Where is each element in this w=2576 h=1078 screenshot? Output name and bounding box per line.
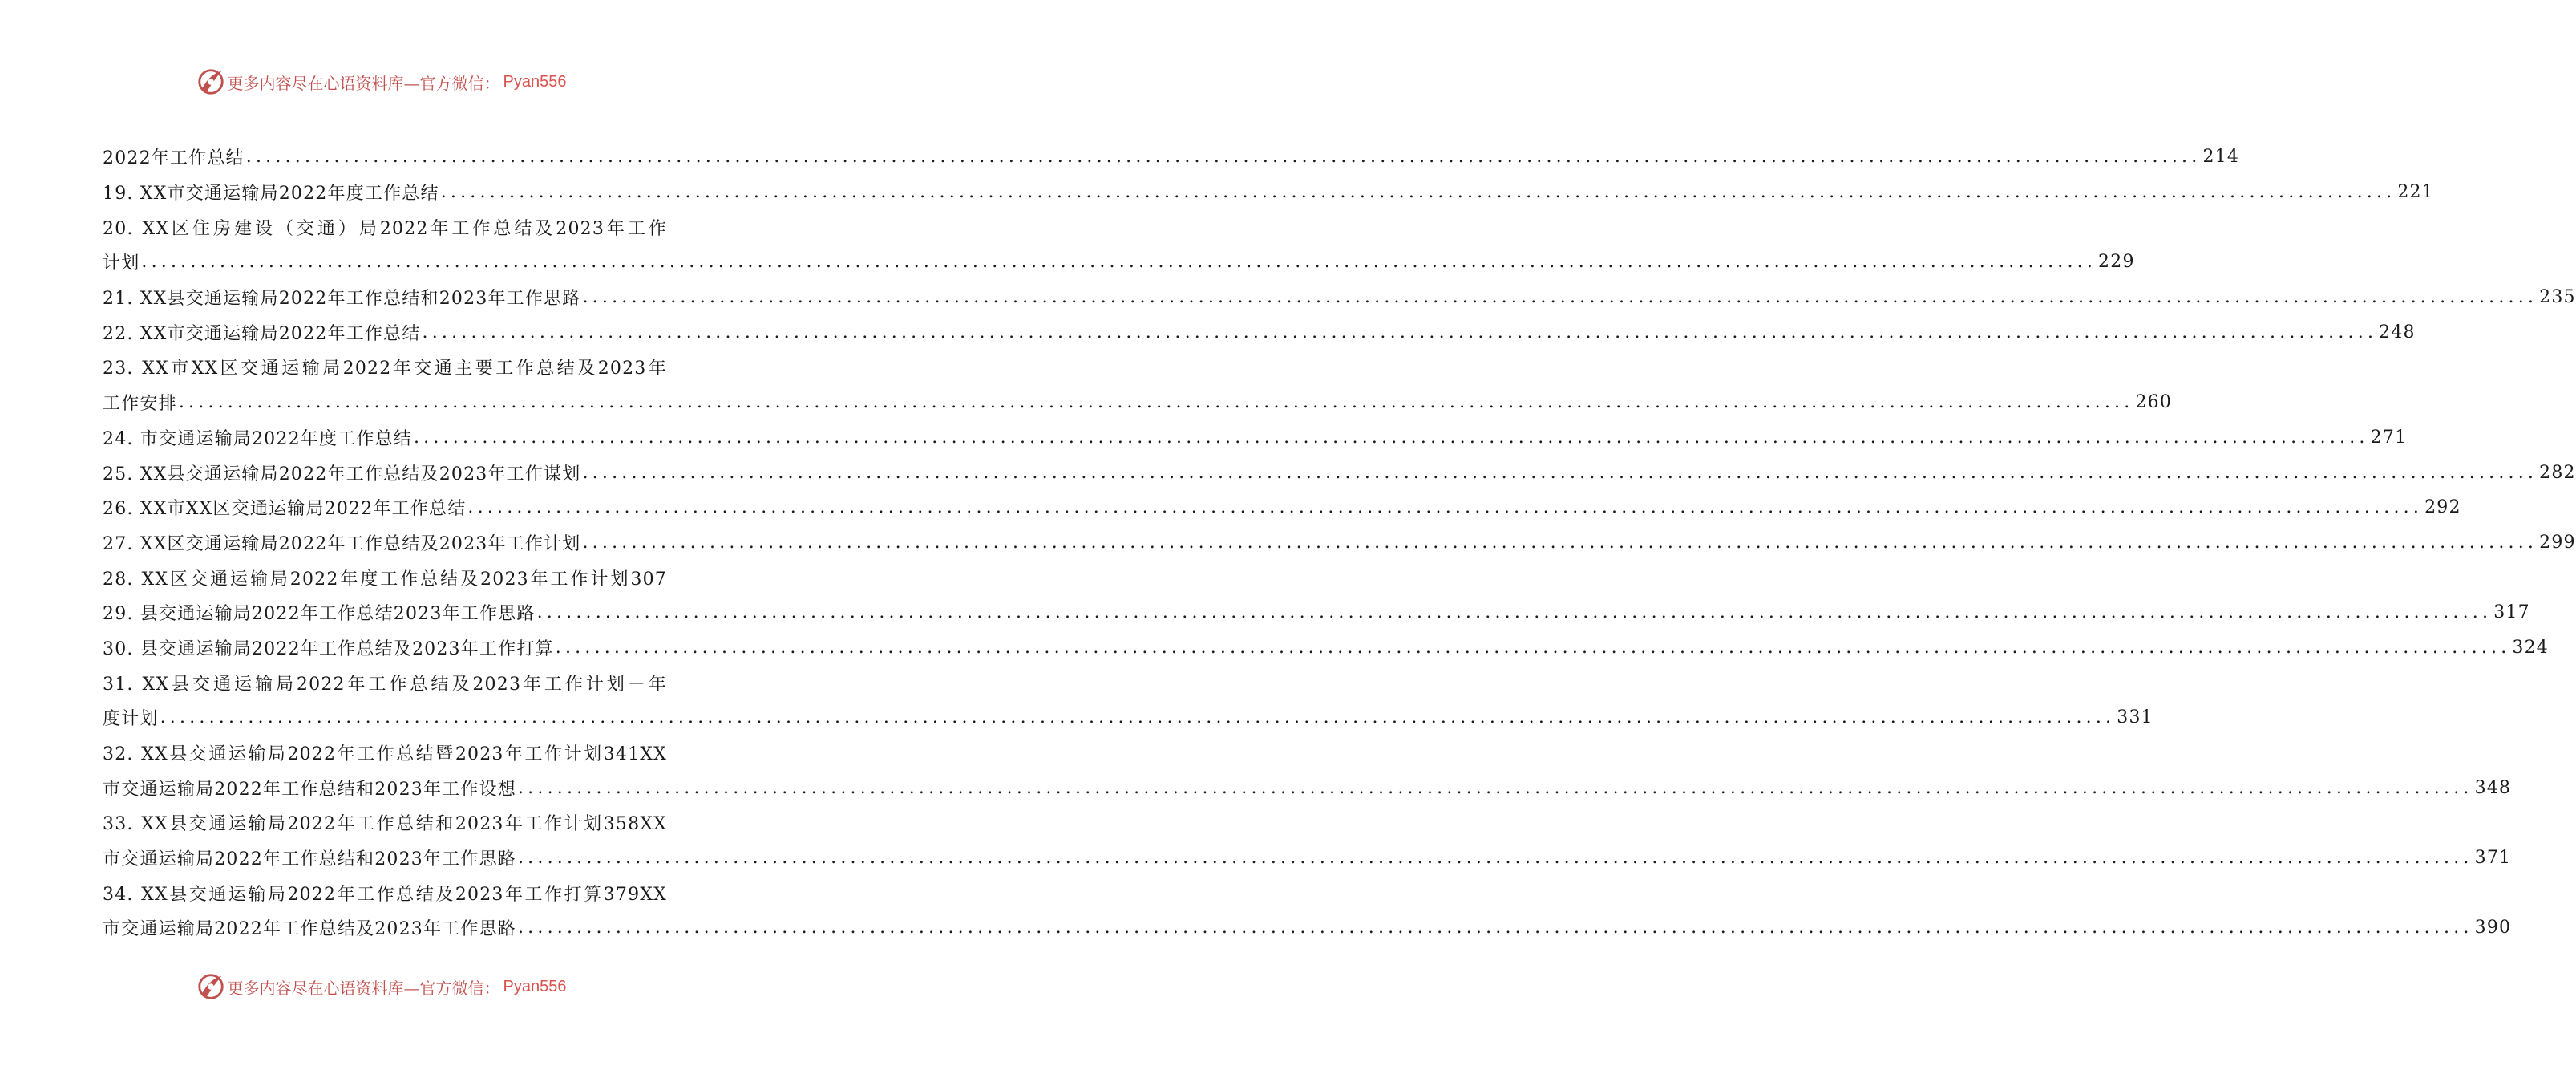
toc-entry bbox=[103, 770, 2512, 805]
toc-page-number: 260 bbox=[2135, 392, 2173, 413]
toc-entry bbox=[103, 455, 2576, 490]
toc-entry bbox=[103, 209, 667, 245]
toc-leader-dots: ........................................................................................................................................................................................................ bbox=[413, 427, 2369, 448]
toc-leader-dots: ........................................................................................................................................................................................................ bbox=[517, 848, 2473, 869]
toc-entry bbox=[103, 560, 667, 595]
toc-entry-title: 市交通运输局2022年工作总结和2023年工作设想 bbox=[103, 779, 516, 800]
toc-entry bbox=[103, 665, 667, 700]
toc-entry-title: 24. 市交通运输局2022年度工作总结 bbox=[103, 428, 412, 449]
toc-page-number: 221 bbox=[2397, 182, 2434, 203]
banner-text: 更多内容尽在心语资料库—官方微信： bbox=[227, 978, 500, 998]
logo-icon bbox=[196, 67, 226, 97]
toc-page-number: 390 bbox=[2474, 918, 2512, 938]
toc-entry bbox=[103, 245, 2135, 280]
toc-entry bbox=[103, 595, 2530, 630]
toc-entry bbox=[103, 350, 667, 385]
toc-entry-title: 28. XX区交通运输局2022年度工作总结及2023年工作计划307 bbox=[103, 569, 667, 590]
table-of-contents bbox=[103, 140, 2576, 946]
toc-page-number: 331 bbox=[2117, 707, 2153, 728]
toc-page-number: 299 bbox=[2539, 532, 2576, 553]
toc-leader-dots: ........................................................................................................................................................................................................ bbox=[422, 322, 2378, 342]
toc-entry bbox=[103, 420, 2408, 456]
toc-entry-title: 29. 县交通运输局2022年工作总结2023年工作思路 bbox=[103, 604, 536, 625]
toc-entry bbox=[103, 736, 667, 771]
toc-entry-title: 21. XX县交通运输局2022年工作总结和2023年工作思路 bbox=[103, 289, 581, 310]
toc-entry-title: 34. XX县交通运输局2022年工作总结及2023年工作打算379XX bbox=[103, 884, 667, 905]
toc-page-number: 271 bbox=[2370, 427, 2408, 448]
toc-entry bbox=[103, 280, 2576, 315]
toc-leader-dots: ........................................................................................................................................................................................................ bbox=[467, 497, 2424, 518]
toc-entry-title: 市交通运输局2022年工作总结和2023年工作思路 bbox=[103, 849, 516, 870]
toc-entry-title: 工作安排 bbox=[103, 394, 177, 415]
toc-leader-dots: ........................................................................................................................................................................................................ bbox=[160, 707, 2116, 728]
toc-entry-title: 32. XX县交通运输局2022年工作总结暨2023年工作计划341XX bbox=[103, 744, 667, 765]
toc-entry bbox=[103, 700, 2153, 736]
logo-icon bbox=[196, 971, 226, 1002]
toc-page-number: 292 bbox=[2424, 497, 2461, 518]
toc-leader-dots: ........................................................................................................................................................................................................ bbox=[141, 252, 2097, 273]
toc-page-number: 371 bbox=[2474, 848, 2512, 869]
banner-wechat-id: Pyan556 bbox=[503, 977, 567, 995]
toc-entry bbox=[103, 385, 2173, 420]
toc-leader-dots: ........................................................................................................................................................................................................ bbox=[582, 532, 2538, 553]
banner-text: 更多内容尽在心语资料库—官方微信： bbox=[227, 73, 500, 93]
toc-leader-dots: ........................................................................................................................................................................................................ bbox=[517, 777, 2473, 798]
toc-entry-title: 25. XX县交通运输局2022年工作总结及2023年工作谋划 bbox=[103, 464, 581, 484]
toc-page-number: 235 bbox=[2539, 287, 2576, 308]
toc-leader-dots: ........................................................................................................................................................................................................ bbox=[178, 392, 2134, 413]
toc-entry bbox=[103, 630, 2549, 666]
toc-entry-title: 26. XX市XX区交通运输局2022年工作总结 bbox=[103, 499, 467, 520]
toc-entry-title: 计划 bbox=[103, 253, 140, 274]
toc-entry-title: 30. 县交通运输局2022年工作总结及2023年工作打算 bbox=[103, 638, 554, 659]
toc-entry-title: 22. XX市交通运输局2022年工作总结 bbox=[103, 323, 421, 344]
toc-page-number: 324 bbox=[2512, 637, 2549, 658]
toc-entry-title: 20. XX区住房建设（交通）局2022年工作总结及2023年工作 bbox=[103, 218, 667, 239]
toc-entry bbox=[103, 805, 667, 841]
toc-leader-dots: ........................................................................................................................................................................................................ bbox=[582, 462, 2538, 483]
toc-leader-dots: ........................................................................................................................................................................................................ bbox=[555, 637, 2511, 658]
toc-page-number: 348 bbox=[2474, 777, 2512, 798]
toc-entry-title: 19. XX市交通运输局2022年度工作总结 bbox=[103, 184, 439, 205]
toc-entry-title: 27. XX区交通运输局2022年工作总结及2023年工作计划 bbox=[103, 533, 581, 554]
toc-entry-title: 度计划 bbox=[103, 709, 159, 730]
toc-entry-title: 2022年工作总结 bbox=[103, 148, 245, 169]
toc-entry-title: 33. XX县交通运输局2022年工作总结和2023年工作计划358XX bbox=[103, 814, 667, 835]
toc-page-number: 317 bbox=[2493, 602, 2530, 623]
toc-leader-dots: ........................................................................................................................................................................................................ bbox=[440, 182, 2396, 203]
toc-entry bbox=[103, 314, 2416, 350]
toc-page-number: 248 bbox=[2379, 322, 2416, 342]
toc-entry-title: 23. XX市XX区交通运输局2022年交通主要工作总结及2023年 bbox=[103, 359, 667, 379]
toc-entry bbox=[103, 175, 2434, 210]
footer-banner bbox=[0, 969, 762, 1004]
toc-leader-dots: ........................................................................................................................................................................................................ bbox=[245, 147, 2202, 168]
toc-page-number: 229 bbox=[2098, 252, 2135, 273]
toc-page-number: 282 bbox=[2539, 462, 2576, 483]
toc-leader-dots: ........................................................................................................................................................................................................ bbox=[582, 287, 2538, 308]
toc-page-number: 214 bbox=[2202, 147, 2240, 168]
toc-entry bbox=[103, 490, 2461, 525]
toc-entry-title: 市交通运输局2022年工作总结及2023年工作思路 bbox=[103, 919, 516, 940]
toc-leader-dots: ........................................................................................................................................................................................................ bbox=[517, 918, 2473, 938]
header-banner bbox=[0, 64, 762, 99]
toc-entry bbox=[103, 841, 2512, 876]
toc-entry bbox=[103, 140, 2240, 175]
toc-entry bbox=[103, 875, 667, 910]
toc-leader-dots: ........................................................................................................................................................................................................ bbox=[536, 602, 2493, 623]
banner-wechat-id: Pyan556 bbox=[503, 72, 567, 91]
toc-entry bbox=[103, 525, 2576, 561]
toc-entry-title: 31. XX县交通运输局2022年工作总结及2023年工作计划－年 bbox=[103, 674, 667, 695]
toc-entry bbox=[103, 910, 2512, 946]
